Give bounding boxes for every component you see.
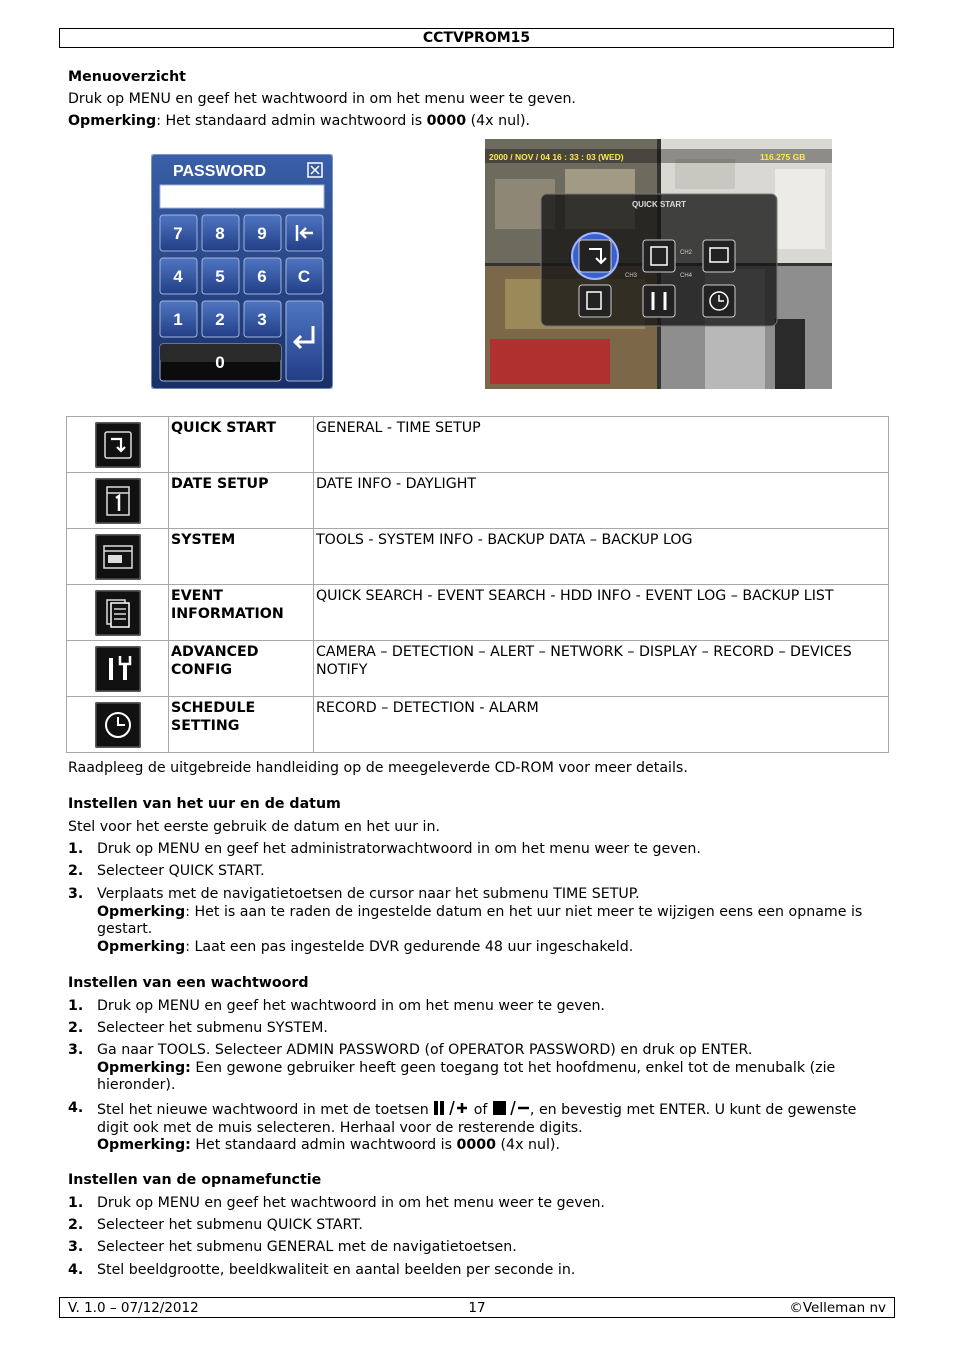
svg-text:0: 0: [215, 353, 225, 372]
event-information-icon: [95, 590, 141, 636]
time-step-3: Verplaats met de navigatietoetsen de cursor naar het submenu TIME SETUP. Opmerking: Het is aan te raden de ingestelde datum en het uur niet meer te wijzigen eens een opname is gestart. Opmerking: Laat een pas ingestelde DVR gedurende 48 uur ingeschakeld.: [97, 886, 892, 956]
document-footer: [59, 1297, 895, 1318]
time-step-2: Selecteer QUICK START.: [97, 863, 265, 879]
menu-name: DATE SETUP: [169, 473, 314, 529]
svg-text:6: 6: [257, 267, 267, 286]
menu-table: [66, 416, 889, 753]
document-header: [59, 28, 894, 48]
record-section-heading: Instellen van de opnamefunctie: [68, 1172, 322, 1188]
keypad-key-clear[interactable]: [286, 258, 323, 294]
menu-name: ADVANCED CONFIG: [169, 641, 314, 697]
step-number: 3.: [68, 1239, 84, 1255]
pause-plus-button-icon: [433, 1100, 469, 1116]
keypad-key-4[interactable]: [160, 258, 197, 294]
keypad-key-1[interactable]: [160, 301, 197, 337]
time-step-1: Druk op MENU en geef het administratorwachtwoord in om het menu weer te geven.: [97, 841, 701, 857]
step-number: 1.: [68, 998, 84, 1014]
record-step-4: Stel beeldgrootte, beeldkwaliteit en aantal beelden per seconde in.: [97, 1262, 576, 1278]
footer-page-number: 17: [468, 1300, 486, 1316]
record-step-3: Selecteer het submenu GENERAL met de navigatietoetsen.: [97, 1239, 517, 1255]
menu-desc: CAMERA – DETECTION – ALERT – NETWORK – DISPLAY – RECORD – DEVICES NOTIFY: [314, 641, 889, 697]
svg-text:1: 1: [173, 310, 183, 329]
menu-name: EVENT INFORMATION: [169, 585, 314, 641]
menu-desc: GENERAL - TIME SETUP: [314, 417, 889, 473]
time-section-intro: Stel voor het eerste gebruik de datum en het uur in.: [68, 819, 440, 835]
menu-name: SYSTEM: [169, 529, 314, 585]
keypad-key-7[interactable]: [160, 215, 197, 251]
table-row: [67, 473, 889, 529]
keypad-key-8[interactable]: [202, 215, 239, 251]
menu-overview-note: Opmerking: Het standaard admin wachtwoord is 0000 (4x nul).: [68, 113, 531, 129]
svg-text:CH2: CH2: [680, 250, 693, 256]
step-number: 3.: [68, 886, 84, 902]
step-number: 4.: [68, 1262, 84, 1278]
table-row: [67, 641, 889, 697]
dvr-quick-start-screen-image: [485, 139, 832, 389]
menu-desc: TOOLS - SYSTEM INFO - BACKUP DATA – BACKUP LOG: [314, 529, 889, 585]
dialog-date-setup-icon[interactable]: [643, 240, 675, 272]
keypad-key-6[interactable]: [244, 258, 281, 294]
time-step-3-note-2: Opmerking: Laat een pas ingestelde DVR gedurende 48 uur ingeschakeld.: [97, 938, 634, 955]
header-title: CCTVPROM15: [422, 30, 531, 46]
keypad-key-first-icon[interactable]: [286, 215, 323, 251]
svg-text:4: 4: [173, 267, 183, 286]
stop-minus-button-icon: [492, 1100, 530, 1116]
dialog-system-icon[interactable]: [703, 240, 735, 272]
record-step-2: Selecteer het submenu QUICK START.: [97, 1217, 363, 1233]
keypad-key-2[interactable]: [202, 301, 239, 337]
password-step-4: Stel het nieuwe wachtwoord in met de toetsen of , en bevestig met ENTER. U kunt de gewenste digit ook met de muis selecteren. Herhaal voor de resterende digits. Opmerking: Het standaard admin wachtwoord is 0000 (4x nul).: [97, 1100, 892, 1155]
password-step-3-note: Opmerking: Een gewone gebruiker heeft geen toegang tot het hoofdmenu, enkel tot de menubalk (zie hieronder).: [97, 1059, 836, 1093]
menu-overview-text: Druk op MENU en geef het wachtwoord in om het menu weer te geven.: [68, 91, 576, 107]
keypad-enter-icon[interactable]: [286, 301, 323, 381]
svg-text:9: 9: [257, 224, 267, 243]
password-step-3: Ga naar TOOLS. Selecteer ADMIN PASSWORD (of OPERATOR PASSWORD) en druk op ENTER. Opmerking: Een gewone gebruiker heeft geen toegang tot het hoofdmenu, enkel tot de menubalk (zie hieronder).: [97, 1042, 892, 1095]
date-setup-icon: [95, 478, 141, 524]
menu-name: QUICK START: [169, 417, 314, 473]
cd-rom-reference: Raadpleeg de uitgebreide handleiding op de meegeleverde CD-ROM voor meer details.: [68, 760, 688, 776]
table-row: [67, 697, 889, 753]
step-number: 2.: [68, 1020, 84, 1036]
time-step-3-note-1: Opmerking: Het is aan te raden de ingestelde datum en het uur niet meer te wijzigen eens een opname is gestart.: [97, 903, 863, 937]
keypad-title: PASSWORD: [173, 163, 267, 180]
dialog-quick-start-icon[interactable]: [579, 240, 611, 272]
advanced-config-icon: [95, 646, 141, 692]
keypad-key-5[interactable]: [202, 258, 239, 294]
menu-name: SCHEDULE SETTING: [169, 697, 314, 753]
step-number: 2.: [68, 863, 84, 879]
note-label: Opmerking: [68, 113, 157, 129]
dialog-title: QUICK START: [631, 200, 687, 209]
menu-desc: QUICK SEARCH - EVENT SEARCH - HDD INFO - EVENT LOG – BACKUP LIST: [314, 585, 889, 641]
password-section-heading: Instellen van een wachtwoord: [68, 975, 309, 991]
keypad-key-0[interactable]: [160, 344, 281, 381]
password-step-1: Druk op MENU en geef het wachtwoord in om het menu weer te geven.: [97, 998, 605, 1014]
step-number: 1.: [68, 841, 84, 857]
dvr-status-datetime: 2000 / NOV / 04 16 : 33 : 03 (WED): [489, 152, 624, 162]
svg-text:7: 7: [173, 224, 183, 243]
dialog-advanced-config-icon[interactable]: [643, 285, 675, 317]
svg-text:5: 5: [215, 267, 225, 286]
table-row: [67, 585, 889, 641]
keypad-key-9[interactable]: [244, 215, 281, 251]
svg-text:3: 3: [257, 310, 267, 329]
table-row: [67, 417, 889, 473]
password-step-4-note: Opmerking: Het standaard admin wachtwoord is 0000 (4x nul).: [97, 1137, 560, 1153]
keypad-key-3[interactable]: [244, 301, 281, 337]
step-number: 2.: [68, 1217, 84, 1233]
svg-text:C: C: [297, 267, 311, 286]
step-number: 1.: [68, 1195, 84, 1211]
record-step-1: Druk op MENU en geef het wachtwoord in om het menu weer te geven.: [97, 1195, 605, 1211]
step-number: 4.: [68, 1100, 84, 1116]
schedule-setting-icon: [95, 702, 141, 748]
svg-text:CH4: CH4: [680, 273, 693, 279]
menu-desc: RECORD – DETECTION - ALARM: [314, 697, 889, 753]
svg-text:2: 2: [215, 310, 225, 329]
footer-version: V. 1.0 – 07/12/2012: [68, 1300, 199, 1316]
step-number: 3.: [68, 1042, 84, 1058]
system-icon: [95, 534, 141, 580]
footer-copyright: ©Velleman nv: [789, 1300, 886, 1316]
menu-desc: DATE INFO - DAYLIGHT: [314, 473, 889, 529]
dvr-hdd-capacity: 116.275 GB: [760, 152, 806, 162]
svg-text:8: 8: [215, 224, 225, 243]
menu-overview-heading: Menuoverzicht: [68, 69, 186, 85]
time-section-heading: Instellen van het uur en de datum: [68, 796, 341, 812]
table-row: [67, 529, 889, 585]
password-step-2: Selecteer het submenu SYSTEM.: [97, 1020, 328, 1036]
password-keypad-image: [151, 154, 333, 389]
quick-start-icon: [95, 422, 141, 468]
dialog-event-information-icon[interactable]: [579, 285, 611, 317]
svg-text:CH3: CH3: [625, 273, 638, 279]
keypad-password-field[interactable]: [160, 185, 324, 208]
